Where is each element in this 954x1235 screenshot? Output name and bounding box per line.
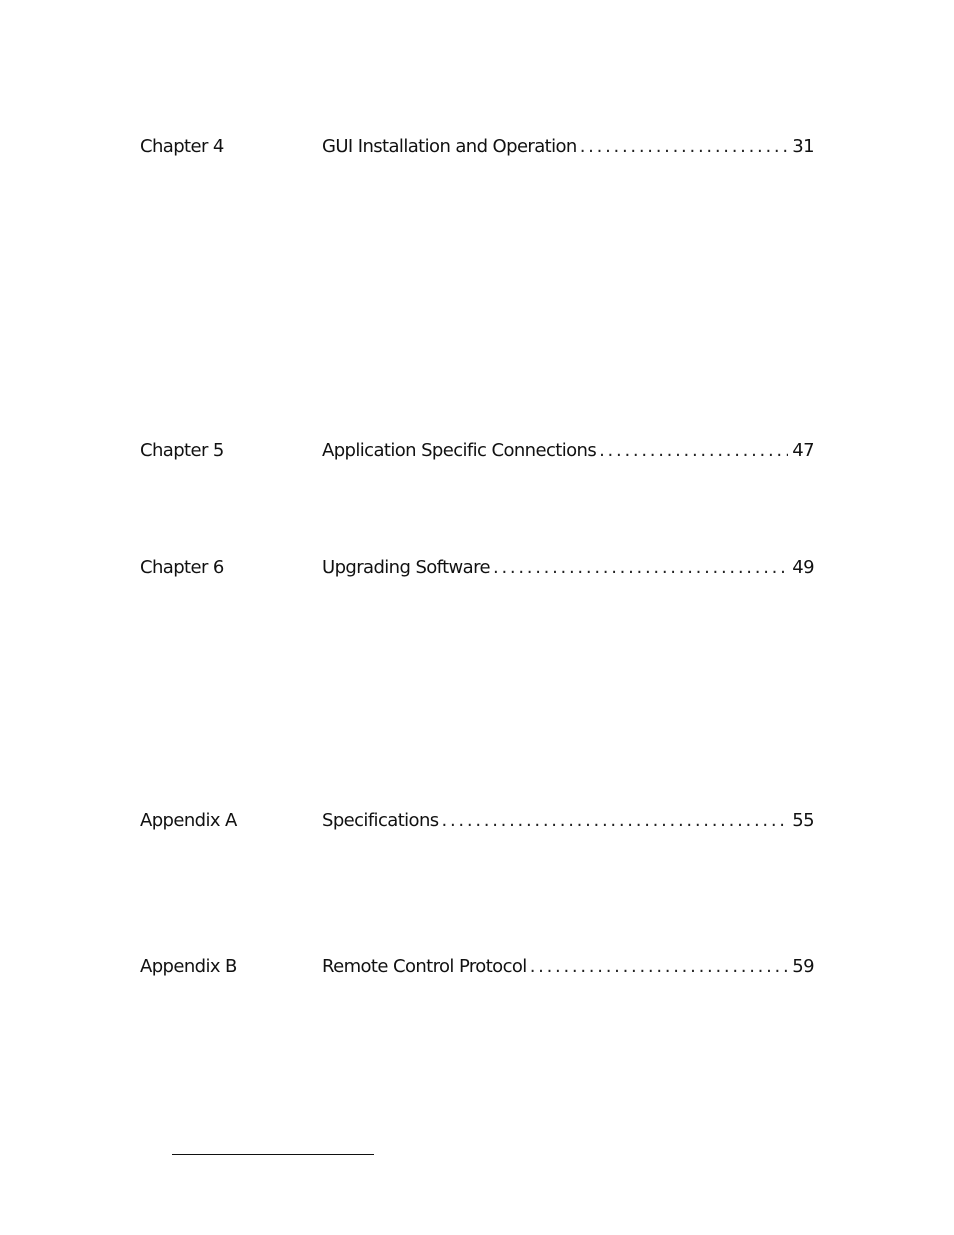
toc-entry-page-number: 31: [792, 136, 814, 157]
toc-entry-title: Application Specific Connections: [322, 440, 597, 461]
toc-entry-title: GUI Installation and Operation: [322, 136, 577, 157]
toc-entry-label: Chapter 6: [140, 557, 224, 578]
toc-entry-title: Remote Control Protocol: [322, 956, 527, 977]
dot-leader: [580, 135, 789, 159]
toc-entry-title: Upgrading Software: [322, 557, 490, 578]
toc-entry-label: Appendix A: [140, 810, 237, 831]
toc-entry-label: Appendix B: [140, 956, 237, 977]
toc-entry-page-number: 59: [792, 956, 814, 977]
toc-entry-link[interactable]: [322, 556, 814, 580]
toc-entry-link[interactable]: [322, 135, 814, 159]
toc-entry-chapter-4[interactable]: [140, 135, 814, 159]
toc-entry-chapter-6[interactable]: [140, 556, 814, 580]
toc-entry-link[interactable]: [322, 809, 814, 833]
toc-entry-page-number: 49: [792, 557, 814, 578]
dot-leader: [599, 439, 788, 463]
toc-entry-chapter-5[interactable]: [140, 439, 814, 463]
dot-leader: [442, 809, 789, 833]
toc-entry-title: Specifications: [322, 810, 439, 831]
toc-entry-link[interactable]: [322, 439, 814, 463]
dot-leader: [493, 556, 788, 580]
toc-entry-appendix-b[interactable]: [140, 955, 814, 979]
toc-entry-page-number: 47: [792, 440, 814, 461]
toc-entry-appendix-a[interactable]: [140, 809, 814, 833]
toc-entry-link[interactable]: [322, 955, 814, 979]
toc-entry-page-number: 55: [792, 810, 814, 831]
toc-entry-label: Chapter 4: [140, 136, 224, 157]
dot-leader: [530, 955, 789, 979]
toc-entry-label: Chapter 5: [140, 440, 224, 461]
footnote-divider: [172, 1154, 374, 1155]
